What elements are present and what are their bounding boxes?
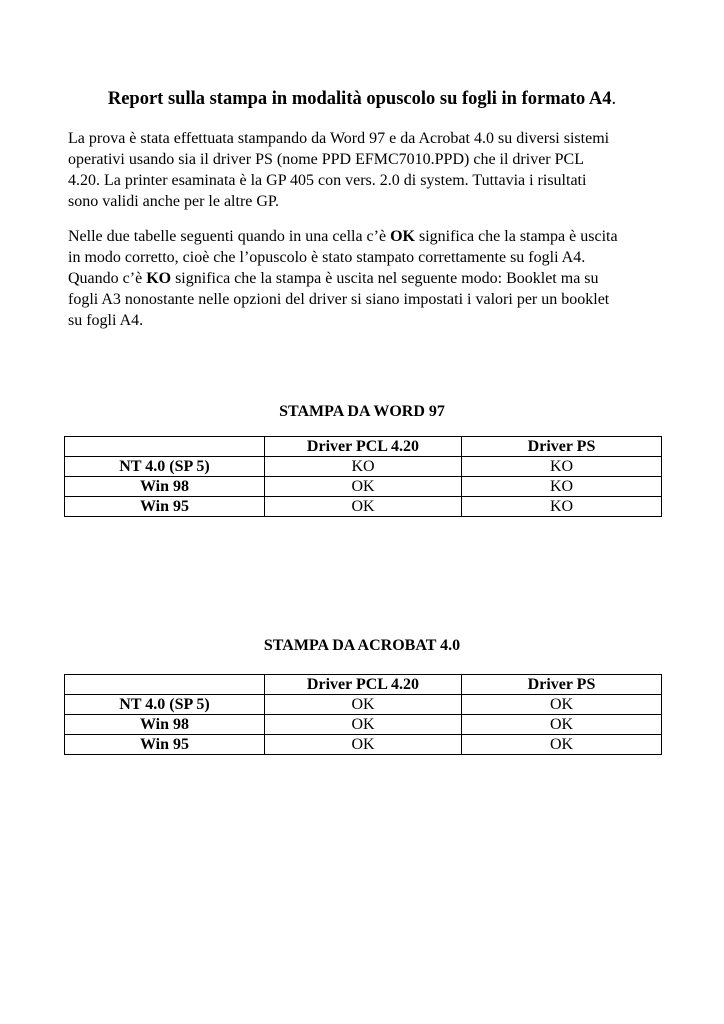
intro-line: operativi usando sia il driver PS (nome PPD EFMC7010.PPD) che il driver PCL xyxy=(68,151,584,168)
document-title-period: . xyxy=(611,89,617,109)
row-label-os: NT 4.0 (SP 5) xyxy=(65,457,265,477)
intro-paragraph xyxy=(68,128,668,212)
cell-ps-result: OK xyxy=(462,695,662,715)
explanation-line: fogli A3 nonostante nelle opzioni del driver si siano impostati i valori per un booklet xyxy=(68,291,610,308)
ok-keyword: OK xyxy=(390,228,415,245)
acrobat-table-heading: STAMPA DA ACROBAT 4.0 xyxy=(263,637,461,654)
header-cell-empty xyxy=(65,675,265,695)
header-cell-pcl: Driver PCL 4.20 xyxy=(265,437,462,457)
header-cell-ps: Driver PS xyxy=(462,675,662,695)
explanation-line: in modo corretto, cioè che l’opuscolo è stato stampato correttamente su fogli A4. xyxy=(68,249,586,266)
cell-ps-result: OK xyxy=(462,735,662,755)
table-row xyxy=(65,695,662,715)
row-label-os: Win 95 xyxy=(65,735,265,755)
document-title xyxy=(0,88,724,110)
cell-pcl-result: OK xyxy=(265,735,462,755)
document-title-text: Report sulla stampa in modalità opuscolo su fogli in formato A4 xyxy=(107,89,612,109)
table-header-row xyxy=(65,675,662,695)
table-row xyxy=(65,477,662,497)
cell-pcl-result: OK xyxy=(265,477,462,497)
cell-pcl-result: OK xyxy=(265,715,462,735)
cell-pcl-result: OK xyxy=(265,497,462,517)
intro-line: La prova è stata effettuata stampando da Word 97 e da Acrobat 4.0 su diversi sistemi xyxy=(68,130,610,147)
table-row xyxy=(65,715,662,735)
row-label-os: Win 95 xyxy=(65,497,265,517)
header-cell-pcl: Driver PCL 4.20 xyxy=(265,675,462,695)
table-row xyxy=(65,457,662,477)
cell-ps-result: KO xyxy=(462,497,662,517)
table-header-row xyxy=(65,437,662,457)
explanation-line xyxy=(68,226,668,247)
row-label-os: Win 98 xyxy=(65,477,265,497)
header-cell-ps: Driver PS xyxy=(462,437,662,457)
explanation-text: Nelle due tabelle seguenti quando in una cella c’è xyxy=(68,228,391,245)
row-label-os: NT 4.0 (SP 5) xyxy=(65,695,265,715)
explanation-line xyxy=(68,268,668,289)
explanation-text: significa che la stampa è uscita xyxy=(414,228,618,245)
intro-line: sono validi anche per le altre GP. xyxy=(68,193,280,210)
table-row xyxy=(65,735,662,755)
explanation-text: Quando c’è xyxy=(68,270,147,287)
table-row xyxy=(65,497,662,517)
cell-pcl-result: KO xyxy=(265,457,462,477)
explanation-paragraph xyxy=(68,226,668,331)
word97-results-table xyxy=(64,436,662,517)
acrobat-results-table xyxy=(64,674,662,755)
explanation-text: significa che la stampa è uscita nel seguente modo: Booklet ma su xyxy=(171,270,599,287)
row-label-os: Win 98 xyxy=(65,715,265,735)
ko-keyword: KO xyxy=(146,270,172,287)
word97-table-heading: STAMPA DA WORD 97 xyxy=(279,403,445,420)
cell-ps-result: OK xyxy=(462,715,662,735)
cell-pcl-result: OK xyxy=(265,695,462,715)
intro-line: 4.20. La printer esaminata è la GP 405 con vers. 2.0 di system. Tuttavia i risultati xyxy=(68,172,587,189)
explanation-line: su fogli A4. xyxy=(68,312,144,329)
header-cell-empty xyxy=(65,437,265,457)
cell-ps-result: KO xyxy=(462,477,662,497)
cell-ps-result: KO xyxy=(462,457,662,477)
